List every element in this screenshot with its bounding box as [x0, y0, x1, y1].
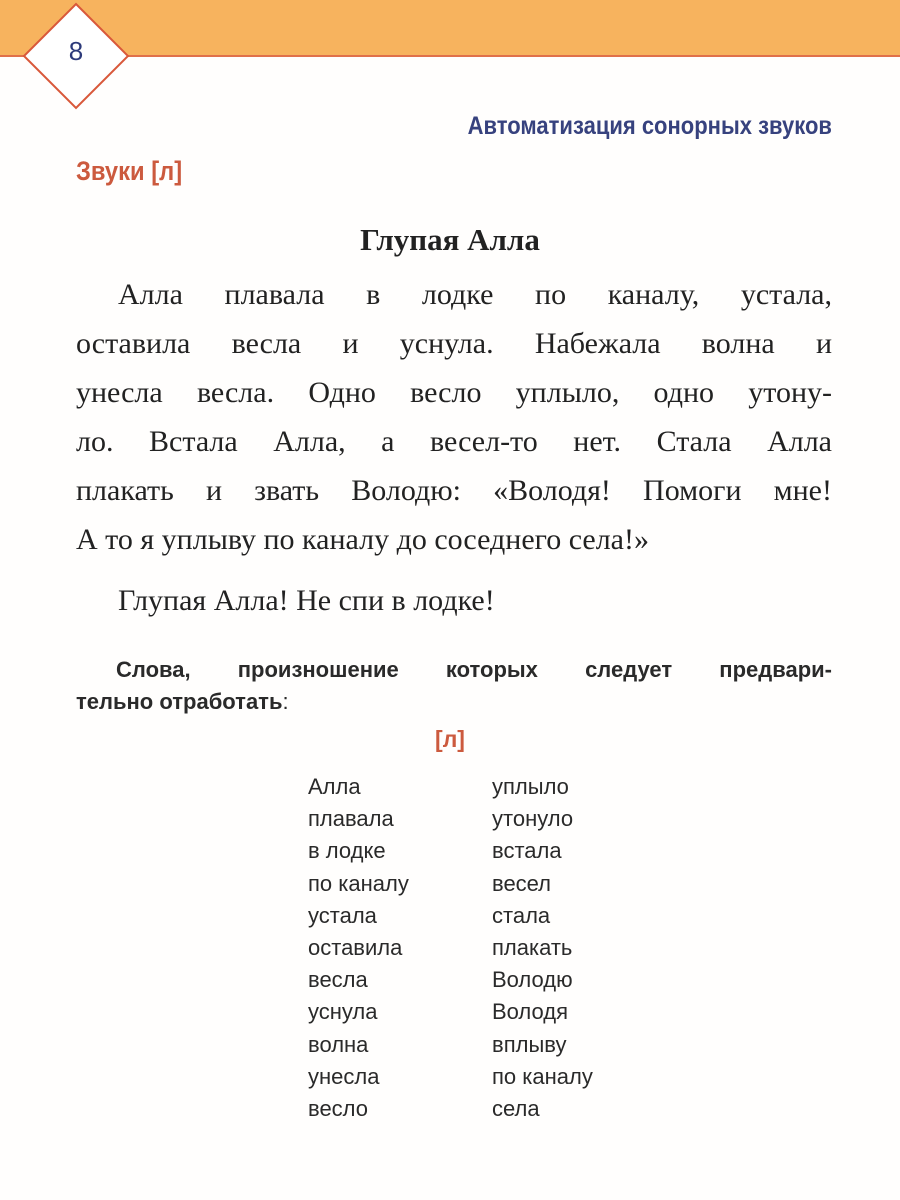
- story-line: Глупая Алла! Не спи в лодке!: [118, 584, 495, 617]
- story-line: оставила весла и уснула. Набежала волна и: [76, 327, 832, 360]
- word-column-2: [492, 772, 593, 1126]
- instruction-colon: :: [282, 689, 289, 714]
- word-item: оставила: [308, 934, 403, 960]
- word-item: уснула: [308, 999, 378, 1025]
- instruction-line: [76, 686, 832, 718]
- story-line: плакать и звать Володю: «Володя! Помоги мне!: [76, 474, 832, 507]
- section-title: Автоматизация сонорных звуков: [467, 112, 832, 140]
- word-item: Алла: [308, 774, 361, 799]
- word-item: утонуло: [492, 806, 574, 832]
- instruction-line: Слова, произношение которых следует предвари-: [116, 657, 832, 682]
- instruction-text: тельно отработать: [76, 689, 283, 714]
- word-item: весел: [492, 870, 552, 896]
- word-item: встала: [492, 838, 562, 864]
- word-item: плакать: [492, 934, 573, 960]
- story-line: Алла плавала в лодке по каналу, устала,: [118, 278, 832, 311]
- word-item: волна: [308, 1031, 369, 1057]
- word-item: в лодке: [308, 838, 386, 864]
- word-item: Володя: [492, 999, 569, 1025]
- word-column-1: [308, 772, 409, 1126]
- instruction: [76, 654, 832, 718]
- word-item: села: [492, 1095, 540, 1121]
- word-item: вплыву: [492, 1031, 567, 1057]
- word-item: устала: [308, 902, 377, 928]
- page-number: 8: [68, 36, 84, 66]
- word-item: плавала: [308, 806, 394, 832]
- word-item: Володю: [492, 967, 573, 993]
- story-text: [76, 272, 832, 627]
- word-item: весла: [308, 967, 368, 993]
- phoneme-label: [л]: [435, 726, 465, 752]
- word-item: унесла: [308, 1063, 380, 1089]
- story-title: Глупая Алла: [360, 222, 540, 257]
- word-item: по каналу: [492, 1063, 593, 1089]
- story-line: А то я уплыву по каналу до соседнего села!»: [76, 523, 649, 556]
- story-line: ло. Встала Алла, а весел-то нет. Стала Алла: [76, 425, 832, 458]
- word-item: стала: [492, 902, 551, 928]
- word-item: весло: [308, 1095, 368, 1121]
- word-item: уплыло: [492, 774, 569, 799]
- subsection-title: Звуки [л]: [76, 156, 183, 186]
- story-line: унесла весла. Одно весло уплыло, одно утону-: [76, 376, 832, 409]
- word-item: по каналу: [308, 870, 409, 896]
